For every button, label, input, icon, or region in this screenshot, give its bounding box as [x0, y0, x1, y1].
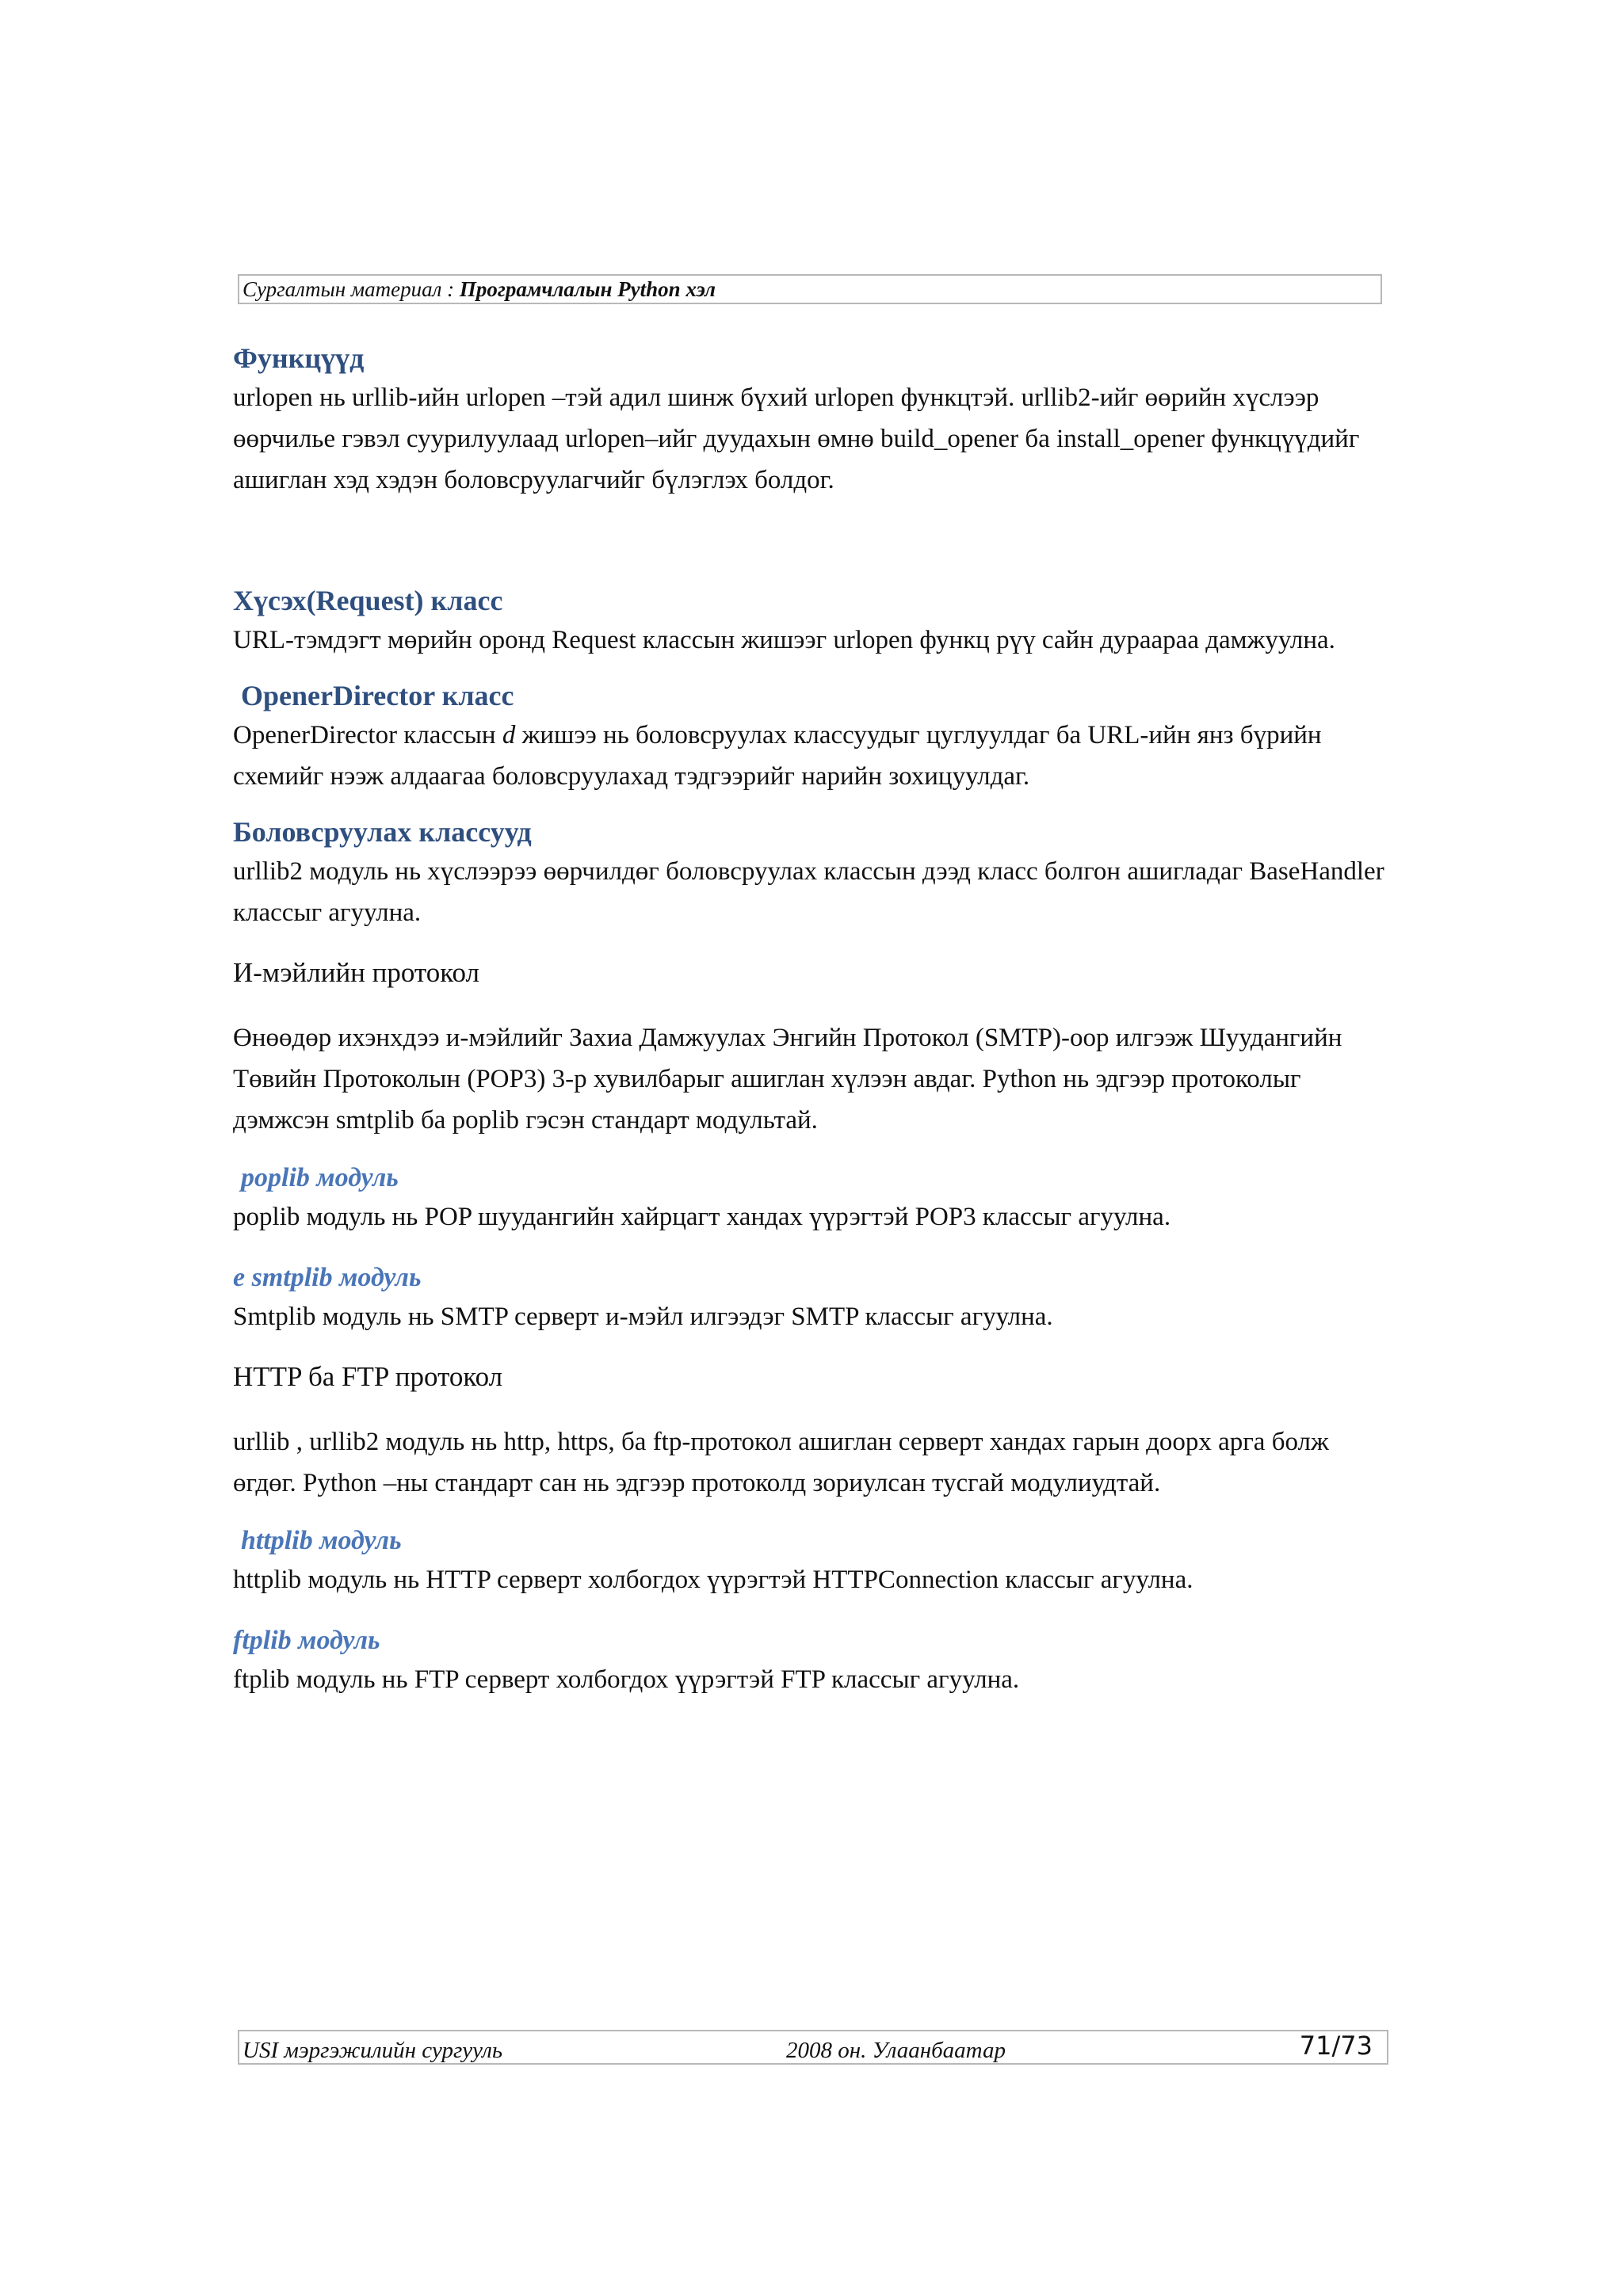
- page-content: [233, 339, 1398, 1700]
- opener-text-end: жишээ нь боловсруулах классуудыг цуглуулдаг ба URL-ийн янз бүрийн схемийг нээж алдаагаа боловсруулахад тэдгээрийг нарийн зохицуулдаг.: [233, 721, 1322, 791]
- heading-poplib: poplib модуль: [241, 1163, 399, 1192]
- heading-httplib: httplib модуль: [241, 1526, 402, 1555]
- header-title: Програмчлалын Python хэл: [459, 277, 716, 301]
- heading-smtplib: e smtplib модуль: [233, 1263, 422, 1292]
- paragraph-httplib: httplib модуль нь HTTP серверт холбогдох үүрэгтэй HTTPConnection классыг агуулна.: [233, 1566, 1193, 1594]
- paragraph-handler-classes: urllib2 модуль нь хүслээрээ өөрчилдөг боловсруулах классын дээд класс болгон ашигладаг BaseHandler классыг агуулна.: [233, 857, 1384, 927]
- opener-text-start: OpenerDirector классын: [233, 721, 502, 749]
- title-http-ftp-protocol: HTTP ба FTP протокол: [233, 1361, 503, 1392]
- paragraph-ftplib: ftplib модуль нь FTP серверт холбогдох үүрэгтэй FTP классыг агуулна.: [233, 1665, 1020, 1694]
- running-header: [238, 274, 1382, 304]
- paragraph-functions: urlopen нь urllib-ийн urlopen –тэй адил шинж бүхий urlopen функцтэй. urllib2-ийг өөрийн хүслээр өөрчилье гэвэл суурилуулаад urlopen–ийг дуудахын өмнө build_opener ба install_opener функцүүдийг ашиглан хэд хэдэн боловсруулагчийг бүлэглэх болдог.: [233, 383, 1360, 494]
- paragraph-email-protocol: Өнөөдөр ихэнхдээ и-мэйлийг Захиа Дамжуулах Энгийн Протокол (SMTP)-оор илгээж Шуудангийн Төвийн Протоколын (POP3) 3-р хувилбарыг ашиглан хүлээн авдаг. Python нь эдгээр протоколыг дэмжсэн smtplib ба poplib гэсэн стандарт модультай.: [233, 1024, 1342, 1135]
- heading-functions: Функцүүд: [233, 342, 365, 374]
- page-number: 71/73: [1299, 2031, 1373, 2061]
- header-prefix: Сургалтын материал :: [242, 277, 460, 301]
- heading-request-class: Хүсэх(Request) класс: [233, 585, 503, 616]
- footer-school: USI мэргэжилийн сургууль: [242, 2038, 503, 2063]
- heading-handler-classes: Боловсруулах классууд: [233, 816, 532, 848]
- heading-opener-director: OpenerDirector класс: [241, 680, 514, 711]
- paragraph-smtplib: Smtplib модуль нь SMTP серверт и-мэйл илгээдэг SMTP классыг агуулна.: [233, 1302, 1053, 1331]
- paragraph-http-ftp-protocol: urllib , urllib2 модуль нь http, https, ба ftp-протокол ашиглан серверт хандах гарын доорх арга болж өгдөг. Python –ны стандарт сан нь эдгээр протоколд зориулсан тусгай модулиудтай.: [233, 1428, 1329, 1497]
- title-email-protocol: И-мэйлийн протокол: [233, 957, 480, 988]
- paragraph-poplib: poplib модуль нь POP шуудангийн хайрцагт хандах үүрэгтэй POP3 классыг агуулна.: [233, 1203, 1171, 1231]
- opener-text-italic: d: [502, 721, 516, 749]
- running-footer: [238, 2030, 1388, 2065]
- heading-ftplib: ftplib модуль: [233, 1626, 380, 1655]
- paragraph-request-class: URL-тэмдэгт мөрийн оронд Request классын жишээг urlopen функц рүү сайн дураараа дамжуулна.: [233, 626, 1335, 654]
- footer-date-place: 2008 он. Улаанбаатар: [786, 2038, 1006, 2063]
- paragraph-opener-director: [233, 715, 1398, 797]
